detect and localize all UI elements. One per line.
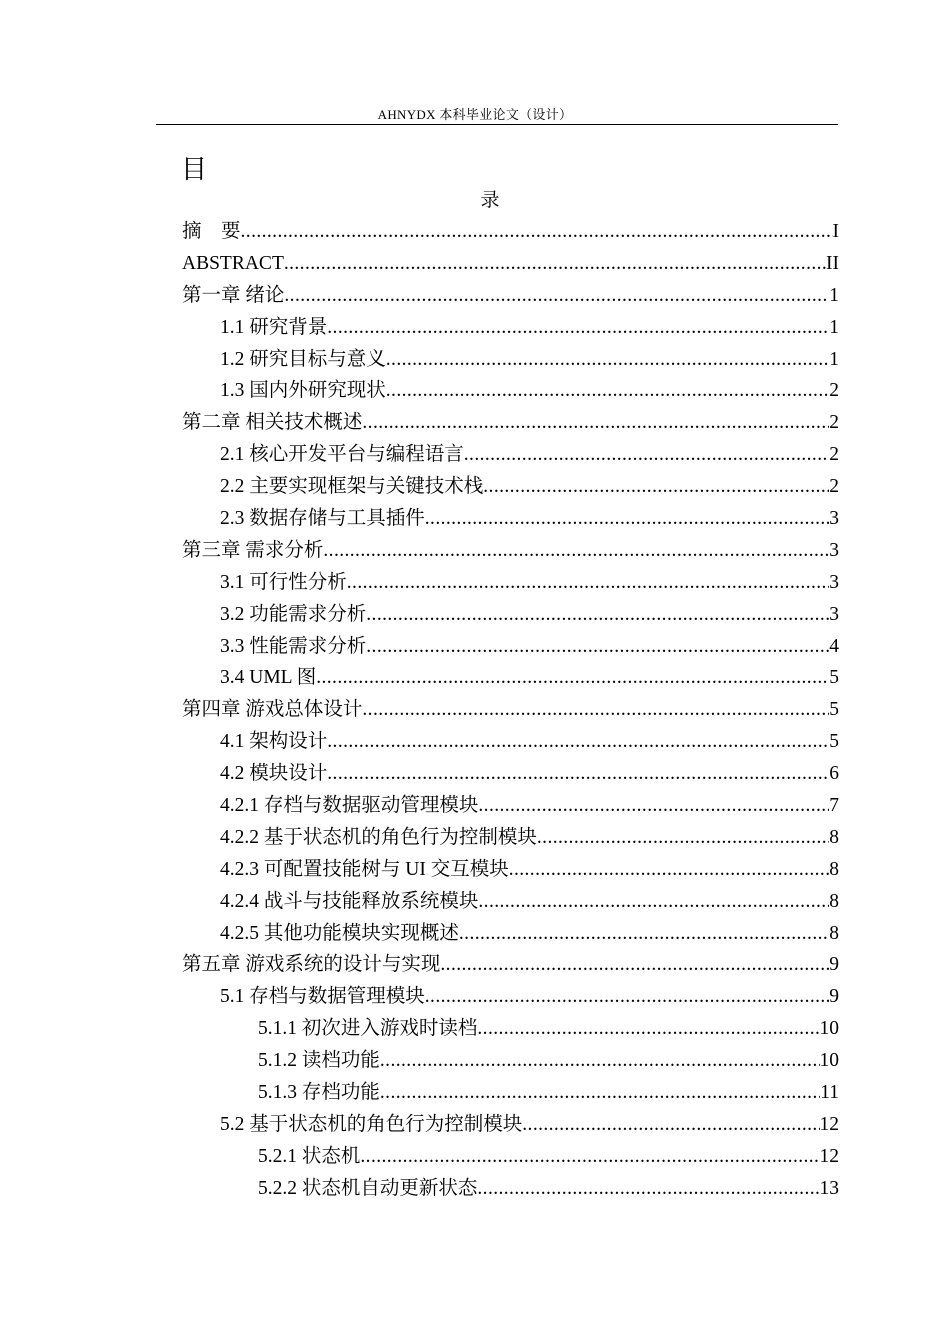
- toc-entry[interactable]: [182, 471, 839, 503]
- toc-entry[interactable]: [182, 790, 839, 822]
- table-of-contents: [182, 216, 839, 1205]
- toc-entry[interactable]: [182, 280, 839, 312]
- toc-dot-leader: [380, 1077, 820, 1109]
- toc-dot-leader: [362, 407, 829, 439]
- toc-entry-page: I: [832, 221, 839, 242]
- toc-entry[interactable]: [182, 662, 839, 694]
- toc-entry[interactable]: [182, 1173, 839, 1205]
- toc-entry[interactable]: [182, 758, 839, 790]
- toc-entry-label: 第五章 游戏系统的设计与实现: [182, 954, 441, 976]
- toc-entry[interactable]: [182, 1109, 839, 1141]
- toc-entry[interactable]: [182, 439, 839, 471]
- toc-entry-page: 5: [829, 731, 839, 753]
- toc-entry-page: II: [826, 252, 839, 274]
- toc-dot-leader: [425, 981, 829, 1013]
- toc-entry-label: 3.3 性能需求分析: [220, 635, 367, 657]
- toc-entry-label: 5.2.1 状态机: [258, 1145, 361, 1167]
- page-header: AHNYDX 本科毕业论文（设计）: [377, 107, 573, 122]
- toc-entry-label: 1.3 国内外研究现状: [220, 380, 386, 402]
- toc-entry-page: 3: [829, 571, 839, 593]
- toc-dot-leader: [440, 949, 829, 981]
- toc-entry-label: 2.1 核心开发平台与编程语言: [220, 444, 464, 466]
- toc-entry-page: 2: [829, 380, 839, 402]
- toc-entry-label: 5.2.2 状态机自动更新状态: [258, 1177, 478, 1199]
- toc-entry[interactable]: [182, 216, 839, 248]
- toc-title: 目: [181, 155, 208, 184]
- toc-entry[interactable]: [182, 694, 839, 726]
- toc-dot-leader: [360, 1141, 819, 1173]
- toc-entry[interactable]: [182, 949, 839, 981]
- toc-dot-leader: [362, 694, 829, 726]
- toc-entry[interactable]: [182, 375, 839, 407]
- toc-dot-leader: [347, 567, 829, 599]
- toc-entry-label: 2.3 数据存储与工具插件: [220, 508, 425, 530]
- toc-entry-page: 8: [829, 858, 839, 880]
- toc-entry[interactable]: [182, 312, 839, 344]
- toc-entry-page: 1: [829, 316, 839, 338]
- toc-entry-page: 4: [829, 635, 839, 657]
- toc-dot-leader: [459, 918, 829, 950]
- toc-entry-label: 第三章 需求分析: [182, 539, 324, 561]
- toc-entry-page: 11: [820, 1082, 839, 1104]
- toc-entry-label: 4.1 架构设计: [220, 731, 328, 753]
- toc-entry-label: ABSTRACT: [182, 252, 284, 274]
- toc-entry[interactable]: [182, 631, 839, 663]
- toc-entry-page: 1: [829, 348, 839, 370]
- toc-entry-page: 5: [829, 699, 839, 721]
- toc-entry-label: 第四章 游戏总体设计: [182, 699, 363, 721]
- toc-entry-page: 2: [829, 444, 839, 466]
- toc-dot-leader: [323, 535, 829, 567]
- toc-dot-leader: [425, 503, 829, 535]
- toc-dot-leader: [537, 822, 829, 854]
- toc-entry[interactable]: [182, 854, 839, 886]
- toc-entry-label: 摘 要: [182, 221, 241, 242]
- toc-entry-label: 4.2.1 存档与数据驱动管理模块: [220, 795, 479, 817]
- toc-entry-page: 5: [829, 667, 839, 689]
- toc-entry-page: 2: [829, 476, 839, 498]
- toc-entry-label: 4.2.3 可配置技能树与 UI 交互模块: [220, 858, 509, 880]
- toc-entry-page: 3: [829, 508, 839, 530]
- toc-dot-leader: [478, 790, 829, 822]
- toc-dot-leader: [284, 248, 826, 280]
- toc-entry[interactable]: [182, 248, 839, 280]
- toc-entry[interactable]: [182, 822, 839, 854]
- toc-dot-leader: [509, 854, 830, 886]
- toc-entry-label: 5.2 基于状态机的角色行为控制模块: [220, 1113, 523, 1135]
- toc-entry[interactable]: [182, 981, 839, 1013]
- toc-entry[interactable]: [182, 886, 839, 918]
- toc-title-second-char: 录: [480, 190, 500, 211]
- toc-entry[interactable]: [182, 1077, 839, 1109]
- toc-dot-leader: [316, 662, 829, 694]
- toc-entry[interactable]: [182, 567, 839, 599]
- toc-entry-page: 9: [829, 954, 839, 976]
- toc-entry-label: 5.1.3 存档功能: [258, 1082, 380, 1104]
- toc-dot-leader: [483, 471, 829, 503]
- toc-entry[interactable]: [182, 918, 839, 950]
- toc-entry-page: 7: [829, 795, 839, 817]
- toc-entry-label: 3.1 可行性分析: [220, 571, 347, 593]
- toc-entry[interactable]: [182, 503, 839, 535]
- toc-dot-leader: [284, 280, 829, 312]
- toc-entry-page: 10: [819, 1050, 839, 1072]
- toc-entry-page: 12: [819, 1145, 839, 1167]
- toc-entry[interactable]: [182, 1045, 839, 1077]
- toc-entry-label: 5.1.1 初次进入游戏时读档: [258, 1018, 478, 1040]
- toc-dot-leader: [386, 375, 829, 407]
- toc-entry-page: 6: [829, 763, 839, 785]
- toc-entry-label: 2.2 主要实现框架与关键技术栈: [220, 476, 484, 498]
- toc-entry[interactable]: [182, 1013, 839, 1045]
- toc-entry[interactable]: [182, 344, 839, 376]
- toc-entry[interactable]: [182, 599, 839, 631]
- toc-entry-label: 5.1.2 读档功能: [258, 1050, 380, 1072]
- toc-dot-leader: [477, 1173, 819, 1205]
- toc-entry-label: 3.2 功能需求分析: [220, 603, 367, 625]
- toc-dot-leader: [366, 599, 829, 631]
- toc-entry-page: 13: [819, 1177, 839, 1199]
- toc-dot-leader: [327, 758, 829, 790]
- toc-entry-label: 第二章 相关技术概述: [182, 412, 363, 434]
- toc-dot-leader: [366, 631, 829, 663]
- toc-dot-leader: [327, 312, 829, 344]
- toc-entry-label: 第一章 绪论: [182, 284, 285, 306]
- toc-entry-label: 4.2.5 其他功能模块实现概述: [220, 922, 459, 944]
- toc-entry-page: 12: [819, 1113, 839, 1135]
- toc-entry-label: 1.2 研究目标与意义: [220, 348, 386, 370]
- toc-entry[interactable]: [182, 535, 839, 567]
- toc-dot-leader: [241, 216, 833, 248]
- toc-dot-leader: [477, 1013, 819, 1045]
- toc-dot-leader: [327, 726, 829, 758]
- toc-entry-page: 9: [829, 986, 839, 1008]
- toc-entry[interactable]: [182, 407, 839, 439]
- toc-entry-label: 3.4 UML 图: [220, 667, 317, 689]
- toc-entry-label: 5.1 存档与数据管理模块: [220, 986, 425, 1008]
- toc-entry-page: 3: [829, 603, 839, 625]
- toc-entry-label: 1.1 研究背景: [220, 316, 328, 338]
- toc-entry-label: 4.2 模块设计: [220, 763, 328, 785]
- toc-dot-leader: [464, 439, 829, 471]
- toc-dot-leader: [380, 1045, 820, 1077]
- toc-entry-page: 1: [829, 284, 839, 306]
- toc-entry-label: 4.2.2 基于状态机的角色行为控制模块: [220, 826, 537, 848]
- toc-entry-page: 2: [829, 412, 839, 434]
- toc-entry-page: 8: [829, 826, 839, 848]
- toc-entry-label: 4.2.4 战斗与技能释放系统模块: [220, 890, 479, 912]
- header-rule: [156, 124, 838, 125]
- toc-entry-page: 3: [829, 539, 839, 561]
- toc-dot-leader: [386, 344, 829, 376]
- toc-entry-page: 10: [819, 1018, 839, 1040]
- toc-dot-leader: [478, 886, 829, 918]
- toc-dot-leader: [522, 1109, 819, 1141]
- toc-entry[interactable]: [182, 1141, 839, 1173]
- toc-entry[interactable]: [182, 726, 839, 758]
- toc-entry-page: 8: [829, 890, 839, 912]
- toc-entry-page: 8: [829, 922, 839, 944]
